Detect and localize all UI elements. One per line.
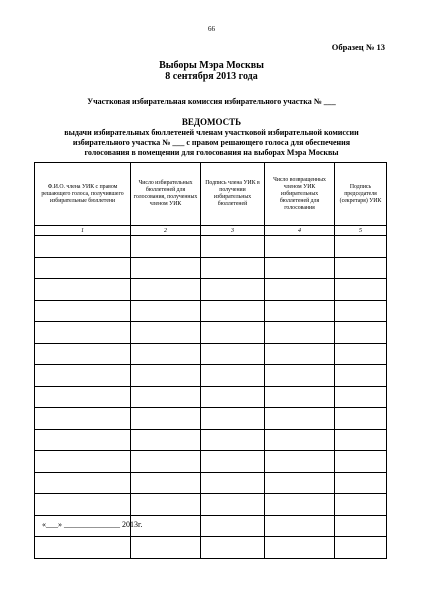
table-cell[interactable] [201, 537, 265, 559]
table-cell[interactable] [335, 451, 387, 473]
table-cell[interactable] [335, 408, 387, 430]
election-title [0, 60, 423, 82]
table-row [35, 451, 387, 473]
column-number: 5 [335, 226, 387, 236]
table-cell[interactable] [265, 279, 335, 301]
table-cell[interactable] [335, 472, 387, 494]
table-cell[interactable] [265, 257, 335, 279]
table-cell[interactable] [35, 472, 131, 494]
table-row [35, 472, 387, 494]
table-cell[interactable] [131, 429, 201, 451]
table-row [35, 279, 387, 301]
table-cell[interactable] [131, 365, 201, 387]
document-subheading [40, 128, 383, 158]
sample-label: Образец № 13 [331, 42, 385, 52]
table-cell[interactable] [265, 236, 335, 258]
column-number: 1 [35, 226, 131, 236]
subheading-line2: избирательного участка № ___ с правом решающего голоса для обеспечения [72, 138, 351, 147]
table-cell[interactable] [35, 257, 131, 279]
table-row [35, 236, 387, 258]
table-cell[interactable] [35, 429, 131, 451]
table-cell[interactable] [35, 386, 131, 408]
table-cell[interactable] [335, 279, 387, 301]
table-cell[interactable] [35, 279, 131, 301]
table-cell[interactable] [335, 365, 387, 387]
table-cell[interactable] [265, 343, 335, 365]
table-cell[interactable] [35, 494, 131, 516]
table-cell[interactable] [335, 300, 387, 322]
table-cell[interactable] [131, 472, 201, 494]
table-cell[interactable] [265, 365, 335, 387]
table-cell[interactable] [201, 494, 265, 516]
table-cell[interactable] [131, 343, 201, 365]
table-cell[interactable] [265, 494, 335, 516]
table-row [35, 537, 387, 559]
table-cell[interactable] [265, 451, 335, 473]
table-cell[interactable] [131, 300, 201, 322]
column-header-member-signature: Подпись члена УИК в получении избирательных бюллетеней [201, 163, 265, 226]
table-row [35, 365, 387, 387]
table-cell[interactable] [201, 343, 265, 365]
table-cell[interactable] [201, 472, 265, 494]
table-cell[interactable] [131, 236, 201, 258]
table-cell[interactable] [265, 322, 335, 344]
table-cell[interactable] [265, 515, 335, 537]
table-row [35, 386, 387, 408]
table-cell[interactable] [335, 386, 387, 408]
table-cell[interactable] [335, 343, 387, 365]
table-cell[interactable] [35, 408, 131, 430]
table-cell[interactable] [201, 386, 265, 408]
election-date: 8 сентября 2013 года [165, 71, 258, 82]
column-number: 4 [265, 226, 335, 236]
table-cell[interactable] [131, 494, 201, 516]
table-cell[interactable] [35, 365, 131, 387]
table-row [35, 300, 387, 322]
table-cell[interactable] [201, 257, 265, 279]
election-title-line1: Выборы Мэра Москвы [159, 60, 264, 71]
table-row [35, 322, 387, 344]
table-cell[interactable] [265, 386, 335, 408]
table-cell[interactable] [201, 451, 265, 473]
column-header-ballots-received: Число избирательных бюллетеней для голосования, полученных членом УИК [131, 163, 201, 226]
column-number: 2 [131, 226, 201, 236]
table-header-row [35, 163, 387, 226]
table-cell[interactable] [335, 537, 387, 559]
table-cell[interactable] [35, 236, 131, 258]
table-cell[interactable] [35, 300, 131, 322]
table-cell[interactable] [131, 322, 201, 344]
table-row [35, 494, 387, 516]
table-row [35, 257, 387, 279]
table-cell[interactable] [201, 322, 265, 344]
footer-date: «___» ______________ 2013г. [42, 520, 143, 529]
table-cell[interactable] [131, 408, 201, 430]
table-cell[interactable] [201, 515, 265, 537]
commission-line: Участковая избирательная комиссия избирательного участка № ___ [87, 97, 336, 106]
ballot-issue-table [34, 162, 387, 559]
table-cell[interactable] [35, 451, 131, 473]
table-cell[interactable] [265, 300, 335, 322]
table-cell[interactable] [335, 322, 387, 344]
subheading-line1: выдачи избирательных бюллетеней членам участковой избирательной комиссии [64, 128, 359, 137]
table-cell[interactable] [335, 515, 387, 537]
column-header-chair-signature: Подпись председателя (секретаря) УИК [335, 163, 387, 226]
table-row [35, 429, 387, 451]
table-cell[interactable] [131, 257, 201, 279]
table-cell[interactable] [201, 429, 265, 451]
table-cell[interactable] [201, 300, 265, 322]
table-row [35, 408, 387, 430]
table-cell[interactable] [335, 236, 387, 258]
table-cell[interactable] [201, 365, 265, 387]
table-cell[interactable] [35, 537, 131, 559]
table-cell[interactable] [35, 322, 131, 344]
table-cell[interactable] [201, 279, 265, 301]
table-cell[interactable] [265, 408, 335, 430]
table-cell[interactable] [131, 537, 201, 559]
column-header-ballots-returned: Число возвращенных членом УИК избирательных бюллетеней для голосования [265, 163, 335, 226]
table-cell[interactable] [35, 343, 131, 365]
table-cell[interactable] [265, 429, 335, 451]
table-cell[interactable] [131, 279, 201, 301]
table-cell[interactable] [335, 257, 387, 279]
column-number: 3 [201, 226, 265, 236]
column-number-row [35, 226, 387, 236]
table-cell[interactable] [201, 408, 265, 430]
document-heading: ВЕДОМОСТЬ [181, 117, 242, 127]
table-cell[interactable] [335, 429, 387, 451]
table-cell[interactable] [131, 451, 201, 473]
table-cell[interactable] [201, 236, 265, 258]
page-number: 66 [208, 25, 215, 33]
table-cell[interactable] [265, 472, 335, 494]
table-row [35, 343, 387, 365]
table-cell[interactable] [265, 537, 335, 559]
table-cell[interactable] [335, 494, 387, 516]
subheading-line3: голосования в помещении для голосования на выборах Мэра Москвы [84, 148, 339, 157]
table-cell[interactable] [131, 386, 201, 408]
column-header-member-name: Ф.И.О. члена УИК с правом решающего голоса, получившего избирательные бюллетени [35, 163, 131, 226]
